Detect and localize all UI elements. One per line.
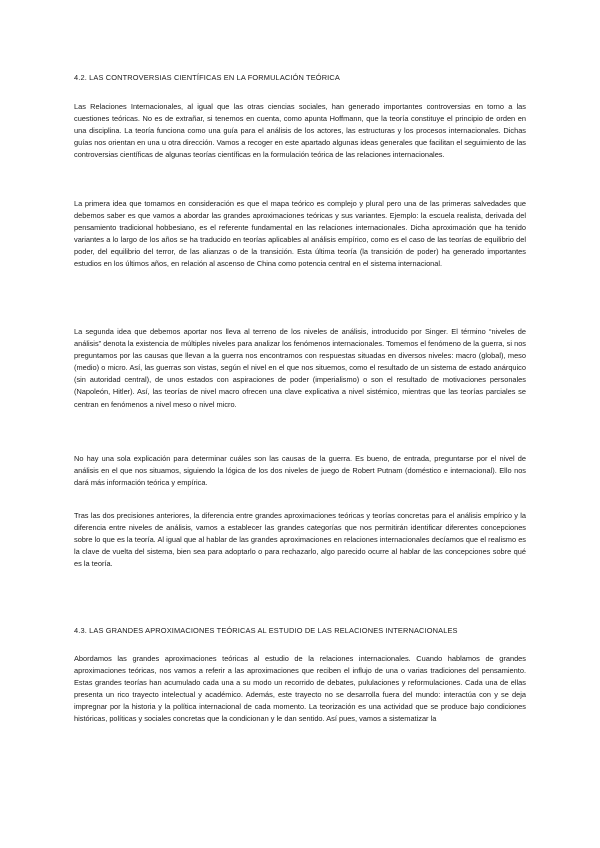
section-title-4-2: 4.2. LAS CONTROVERSIAS CIENTÍFICAS EN LA FORMULACIÓN TEÓRICA xyxy=(74,73,340,82)
paragraph: La segunda idea que debemos aportar nos lleva al terreno de los niveles de análisis, introducido por Singer. El término “niveles de análisis” denota la existencia de múltiples niveles para analizar los fenómenos internacionales. Tomemos el fenómeno de la guerra, si nos preguntamos por las causas que llevan a la guerra nos encontramos con respuestas situadas en diversos niveles: macro (global), meso (medio) o micro. Así, las guerras son vistas, según el nivel en el que nos situemos, como el resultado de un sistema de estado anárquico (sin autoridad central), de unos estados con aspiraciones de poder (imperialismo) o son el resultado de motivaciones personales (Napoleón, Hitler). Así, las teorías de nivel macro ofrecen una clave explicativa a nivel sistémico, mientras que las teorías parciales se centran en fenómenos a nivel meso o nivel micro. xyxy=(74,327,526,409)
paragraph: Las Relaciones Internacionales, al igual que las otras ciencias sociales, han generado importantes controversias en torno a las cuestiones teóricas. No es de extrañar, si tenemos en cuenta, como apunta Hoffmann, que la teoría constituye el principio de orden en una disciplina. La teoría funciona como una guía para el análisis de los actores, las estructuras y los procesos internacionales. Dichas guías nos orientan en una u otra dirección. Vamos a recoger en este apartado algunas ideas generales que facilitan el seguimiento de las controversias científicas de algunas teorías científicas en la formulación teórica de las relaciones internacionales. xyxy=(74,102,526,160)
paragraph: La primera idea que tomamos en consideración es que el mapa teórico es complejo y plural pero una de las primeras salvedades que debemos saber es que vamos a abordar las grandes aproximaciones teóricas y sus variantes. Ejemplo: la escuela realista, derivada del pensamiento tradicional hobbesiano, es el referente fundamental en las relaciones internacionales. Dicha aproximación que ha tenido variantes a lo largo de los años se ha traducido en teorías aplicables al análisis empírico, como es el caso de las teorías de equilibrio del poder, del equilibrio del terror, de las alianzas o de la transición. Esta última teoría (la transición de poder) ha generado importantes estudios en los últimos años, en relación al ascenso de China como potencia central en el sistema internacional. xyxy=(74,199,526,269)
paragraph: Tras las dos precisiones anteriores, la diferencia entre grandes aproximaciones teóricas y teorías concretas para el análisis empírico y la diferencia entre niveles de análisis, vamos a establecer las grandes categorías que nos permitirán identificar diferentes concepciones sobre lo que es la teoría. Al igual que al hablar de las grandes aproximaciones en relaciones internacionales decíamos que el realismo es la clave de vuelta del sistema, bien sea para adoptarlo o para rechazarlo, algo parecido ocurre al hablar de las concepciones sobre qué es la teoría. xyxy=(74,511,526,569)
paragraph: Abordamos las grandes aproximaciones teóricas al estudio de la relaciones internacionales. Cuando hablamos de grandes aproximaciones teóricas, nos vamos a referir a las aproximaciones que reciben el influjo de una o varias tradiciones del pensamiento. Estas grandes teorías han acumulado cada una a su modo un recorrido de debates, pululaciones y reformulaciones. Cada una de ellas presenta un rico trayecto intelectual y académico. Además, este trayecto no se desarrolla fuera del mundo: interactúa con y se deja impregnar por la historia y la política internacional de cada momento. La teorización es una actividad que se produce bajo condiciones históricas, políticas y sociales concretas que la condicionan y le dan sentido. Así pues, vamos a sistematizar la xyxy=(74,654,526,724)
section-title-4-3: 4.3. LAS GRANDES APROXIMACIONES TEÓRICAS AL ESTUDIO DE LAS RELACIONES INTERNACIONALES xyxy=(74,626,458,635)
paragraph: No hay una sola explicación para determinar cuáles son las causas de la guerra. Es bueno, de entrada, preguntarse por el nivel de análisis en el que nos situamos, siguiendo la lógica de los dos niveles de juego de Robert Putnam (doméstico e internacional). Ello nos dará más información teórica y empírica. xyxy=(74,454,526,488)
